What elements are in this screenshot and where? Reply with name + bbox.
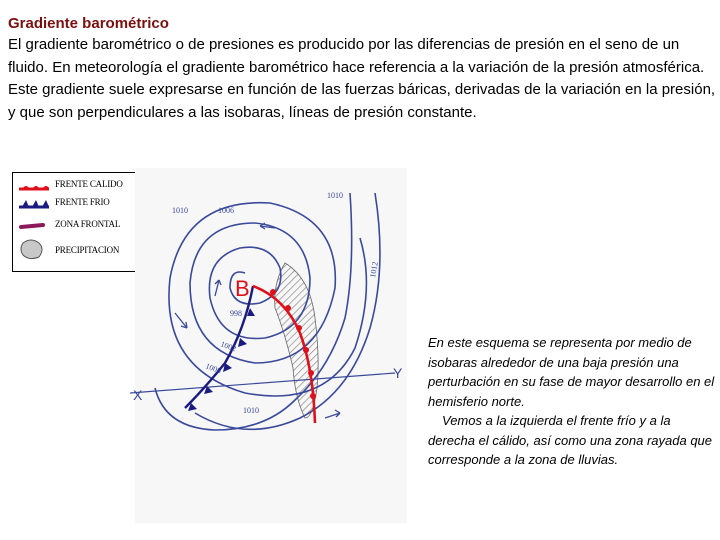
intro-paragraph: El gradiente barométrico o de presiones es producido por las diferencias de presión en el seno de un fluido. En meteorología el gradiente barométrico hace referencia a la variación de la presión atmosférica. Este gradiente suele expresarse en función de las fuerzas báricas, derivadas de la variación en la presión, y que son perpendiculares a las isobaras, líneas de presión constante. [8, 36, 716, 121]
isobars [155, 193, 380, 430]
map-legend [12, 172, 138, 272]
low-pressure-map [135, 168, 407, 523]
isobar-label: 1012 [368, 261, 380, 279]
legend-label: ZONA FRONTAL [55, 219, 121, 229]
cold-front-icon [17, 195, 51, 213]
legend-label: PRECIPITACION [55, 245, 120, 255]
legend-item-precipitation [13, 241, 137, 261]
legend-item-frontal-zone [13, 215, 137, 235]
isobar-label: 1006 [204, 361, 223, 376]
isobar-label: 1010 [243, 406, 259, 415]
isobar-label: 1006 [218, 206, 234, 215]
legend-label: FRENTE FRIO [55, 197, 110, 207]
caption-paragraph: Vemos a la izquierda el frente frío y a la derecha el cálido, así como una zona rayada que corresponde a la zona de lluvias. [428, 413, 713, 467]
legend-item-cold-front [13, 193, 137, 213]
axis-y-label: Y [393, 365, 403, 381]
frontal-zone-icon [17, 217, 51, 235]
isobar-label: 1010 [172, 206, 188, 215]
isobar-label: 998 [230, 309, 242, 318]
legend-item-warm-front [13, 175, 137, 195]
diagram-caption [428, 333, 718, 470]
page-title: Gradiente barométrico [8, 15, 169, 32]
isobar-label: 1010 [327, 191, 343, 200]
axis-line [130, 373, 395, 393]
axis-x-label: X [133, 387, 143, 403]
isobar-label: 1002 [219, 339, 238, 354]
low-pressure-label: B [235, 276, 250, 301]
precipitation-icon [17, 239, 51, 261]
legend-label: FRENTE CALIDO [55, 179, 123, 189]
caption-paragraph: En este esquema se representa por medio de isobaras alrededor de una baja presión una perturbación en su fase de mayor desarrollo en el hemisferio norte. [428, 335, 715, 409]
